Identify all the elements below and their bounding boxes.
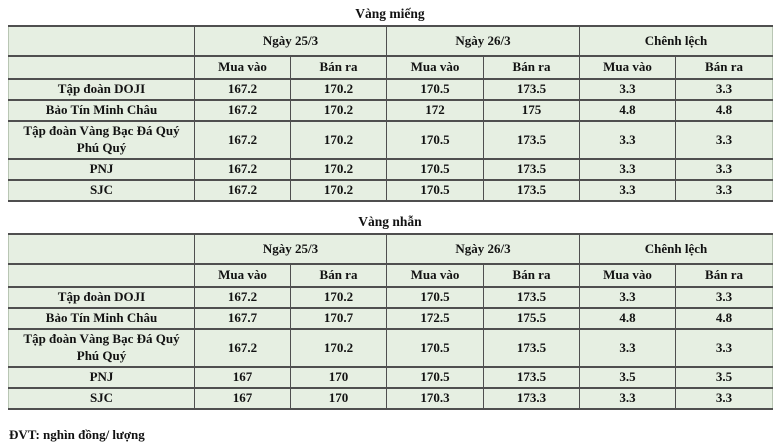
price-cell: 170.2 [291,79,387,100]
price-cell: 170.2 [291,287,387,308]
price-cell: 170.2 [291,180,387,201]
price-cell: 167.7 [195,308,291,329]
price-cell: 3.3 [580,287,676,308]
price-cell: 3.3 [676,121,773,159]
price-cell: 167.2 [195,79,291,100]
sub-column-header: Mua vào [195,264,291,287]
sub-column-header: Bán ra [291,264,387,287]
price-cell: 170.2 [291,121,387,159]
price-cell: 3.3 [676,159,773,180]
price-cell: 173.5 [484,287,580,308]
corner-cell-bottom [9,56,195,79]
price-cell: 170.5 [387,159,484,180]
row-label: SJC [9,388,195,409]
price-cell: 173.3 [484,388,580,409]
price-cell: 170.5 [387,287,484,308]
row-label: SJC [9,180,195,201]
price-cell: 3.3 [580,388,676,409]
column-group-header: Ngày 26/3 [387,26,580,56]
price-cell: 170 [291,388,387,409]
row-label: Tập đoàn Vàng Bạc Đá Quý Phú Quý [9,329,195,367]
column-group-header: Ngày 25/3 [195,234,387,264]
price-cell: 172.5 [387,308,484,329]
price-cell: 3.5 [676,367,773,388]
row-label: PNJ [9,367,195,388]
price-cell: 167.2 [195,121,291,159]
price-cell: 173.5 [484,159,580,180]
column-group-header: Ngày 26/3 [387,234,580,264]
price-cell: 173.5 [484,367,580,388]
price-cell: 170.3 [387,388,484,409]
sub-column-header: Bán ra [676,56,773,79]
price-cell: 167 [195,367,291,388]
column-group-row [9,26,773,56]
price-cell: 3.3 [580,159,676,180]
sub-column-header: Bán ra [676,264,773,287]
price-cell: 170.2 [291,329,387,367]
table-row [9,367,773,388]
price-cell: 173.5 [484,329,580,367]
price-cell: 3.3 [676,329,773,367]
price-cell: 172 [387,100,484,121]
price-cell: 4.8 [580,308,676,329]
table-row [9,308,773,329]
table-row [9,180,773,201]
table-row [9,121,773,159]
row-label: Bảo Tín Minh Châu [9,100,195,121]
table-row [9,100,773,121]
price-cell: 173.5 [484,180,580,201]
sub-header-row [9,56,773,79]
sub-column-header: Mua vào [580,264,676,287]
row-label: Bảo Tín Minh Châu [9,308,195,329]
sub-column-header: Bán ra [484,56,580,79]
price-cell: 3.3 [676,79,773,100]
price-cell: 3.3 [676,388,773,409]
price-cell: 170.7 [291,308,387,329]
price-cell: 3.3 [676,180,773,201]
table-title: Vàng miếng [355,6,425,21]
column-group-header: Ngày 25/3 [195,26,387,56]
price-cell: 170.5 [387,329,484,367]
price-cell: 170 [291,367,387,388]
price-cell: 173.5 [484,79,580,100]
corner-cell-bottom [9,264,195,287]
row-label: Tập đoàn DOJI [9,287,195,308]
price-cell: 3.3 [580,180,676,201]
price-cell: 167.2 [195,100,291,121]
corner-cell-top [9,234,195,264]
sub-column-header: Mua vào [387,56,484,79]
price-cell: 3.3 [580,121,676,159]
price-cell: 170.5 [387,180,484,201]
row-label: Tập đoàn Vàng Bạc Đá Quý Phú Quý [9,121,195,159]
row-label: PNJ [9,159,195,180]
price-cell: 170.5 [387,121,484,159]
table-title: Vàng nhẫn [358,213,422,229]
price-cell: 4.8 [676,100,773,121]
price-cell: 175.5 [484,308,580,329]
sub-column-header: Bán ra [291,56,387,79]
price-cell: 170.2 [291,100,387,121]
price-cell: 4.8 [676,308,773,329]
sub-column-header: Mua vào [195,56,291,79]
column-group-header: Chênh lệch [580,26,773,56]
table-row [9,79,773,100]
table-row [9,388,773,409]
price-cell: 3.3 [676,287,773,308]
sub-column-header: Mua vào [580,56,676,79]
gold-price-table [8,25,773,202]
gold-price-tables [8,5,772,410]
price-cell: 173.5 [484,121,580,159]
price-cell: 3.3 [580,79,676,100]
price-cell: 167.2 [195,329,291,367]
price-cell: 175 [484,100,580,121]
price-cell: 3.5 [580,367,676,388]
sub-column-header: Mua vào [387,264,484,287]
price-cell: 4.8 [580,100,676,121]
price-cell: 167 [195,388,291,409]
price-cell: 167.2 [195,180,291,201]
table-row [9,287,773,308]
price-cell: 167.2 [195,287,291,308]
column-group-header: Chênh lệch [580,234,773,264]
price-cell: 3.3 [580,329,676,367]
price-table-section-2 [8,213,772,410]
unit-note: ĐVT: nghìn đồng/ lượng [9,426,145,442]
price-cell: 170.2 [291,159,387,180]
row-label: Tập đoàn DOJI [9,79,195,100]
price-cell: 170.5 [387,79,484,100]
column-group-row [9,234,773,264]
price-cell: 170.5 [387,367,484,388]
gold-price-table [8,233,773,410]
table-row [9,159,773,180]
sub-column-header: Bán ra [484,264,580,287]
corner-cell-top [9,26,195,56]
sub-header-row [9,264,773,287]
price-table-section-1 [8,5,772,202]
table-row [9,329,773,367]
price-cell: 167.2 [195,159,291,180]
